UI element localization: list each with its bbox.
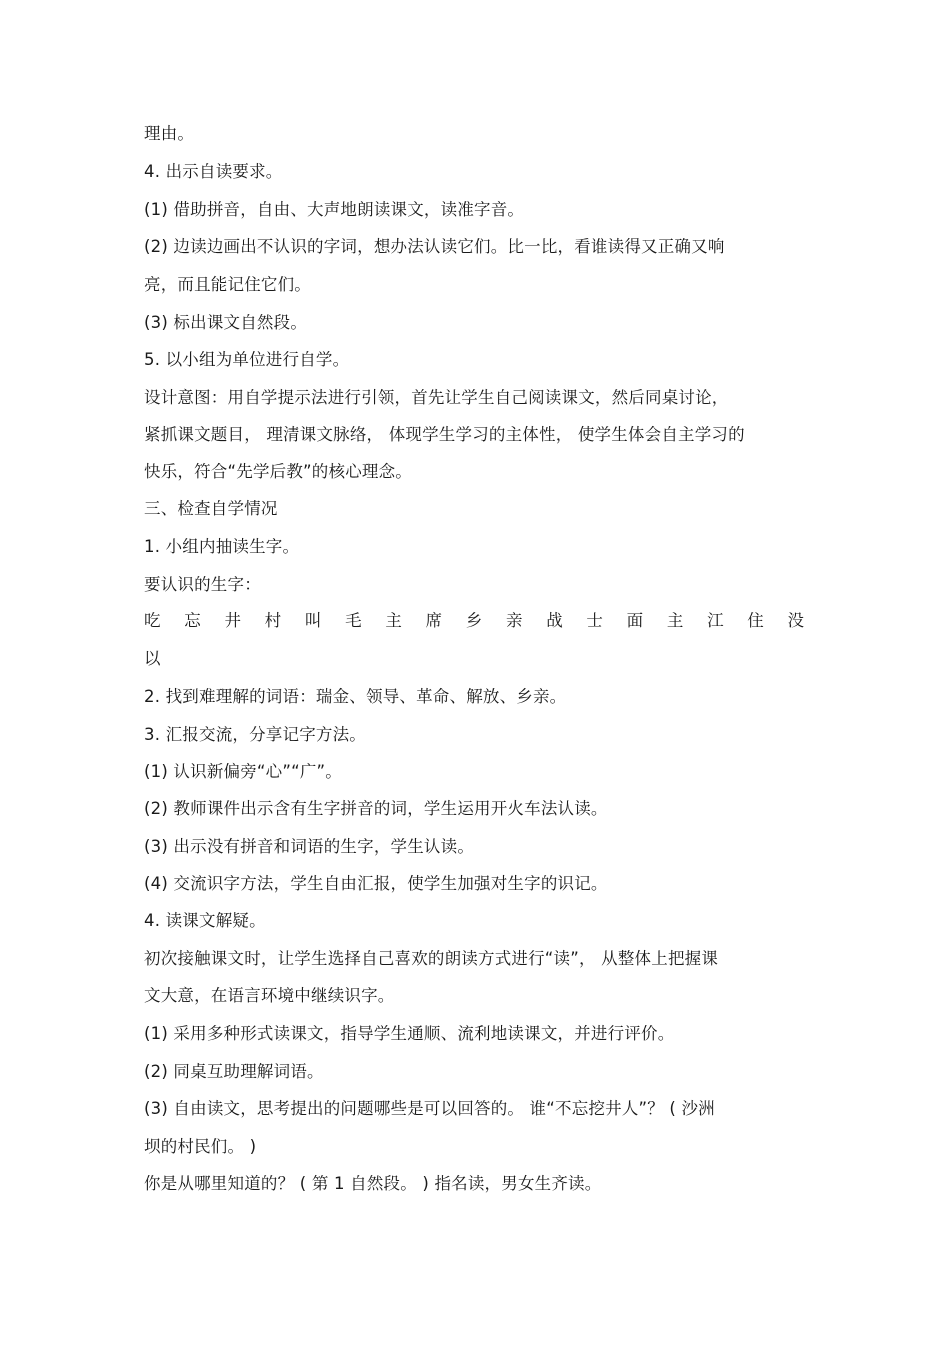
character: 席 bbox=[425, 611, 443, 630]
text-line: 紧抓课文题目， 理清课文脉络， 体现学生学习的主体性， 使学生体会自主学习的 bbox=[144, 425, 745, 444]
character: 主 bbox=[385, 611, 402, 630]
character: 毛 bbox=[345, 611, 362, 630]
character-list bbox=[144, 610, 804, 632]
text-line: 要认识的生字： bbox=[144, 575, 261, 594]
character: 战 bbox=[546, 611, 563, 630]
text-line: (2) 边读边画出不认识的字词，想办法认读它们。比一比，看谁读得又正确又响 bbox=[144, 237, 725, 256]
text-line: 快乐，符合“先学后教”的核心理念。 bbox=[144, 462, 412, 481]
text-line: 理由。 bbox=[144, 124, 195, 143]
text-line: 设计意图：用自学提示法进行引领，首先让学生自己阅读课文，然后同桌讨论， bbox=[144, 388, 729, 407]
text-line: 1. 小组内抽读生字。 bbox=[144, 537, 300, 556]
character: 面 bbox=[626, 611, 644, 630]
text-line: (4) 交流识字方法，学生自由汇报，使学生加强对生字的识记。 bbox=[144, 874, 608, 893]
character: 士 bbox=[586, 611, 603, 630]
text-line: (1) 借助拼音，自由、大声地朗读课文，读准字音。 bbox=[144, 200, 525, 219]
text-line: (1) 采用多种形式读课文，指导学生通顺、流利地读课文，并进行评价。 bbox=[144, 1024, 675, 1043]
character: 忘 bbox=[184, 611, 201, 630]
text-line: (2) 同桌互助理解词语。 bbox=[144, 1062, 324, 1081]
text-line: 3. 汇报交流，分享记字方法。 bbox=[144, 725, 366, 744]
character: 吃 bbox=[144, 611, 161, 630]
text-line: (3) 自由读文，思考提出的问题哪些是可以回答的。 谁“不忘挖井人”？ ( 沙洲 bbox=[144, 1099, 715, 1118]
character: 亲 bbox=[505, 611, 523, 630]
text-line: (3) 标出课文自然段。 bbox=[144, 313, 308, 332]
text-line: 亮，而且能记住它们。 bbox=[144, 275, 311, 294]
character: 井 bbox=[224, 611, 241, 630]
text-line: 坝的村民们。 ) bbox=[144, 1137, 257, 1156]
text-line: 以 bbox=[144, 649, 161, 668]
character: 主 bbox=[666, 611, 684, 630]
text-line: (1) 认识新偏旁“心”“广”。 bbox=[144, 762, 343, 781]
text-line: 初次接触课文时，让学生选择自己喜欢的朗读方式进行“读”， 从整体上把握课 bbox=[144, 949, 719, 968]
text-line: 4. 读课文解疑。 bbox=[144, 911, 266, 930]
text-line: (2) 教师课件出示含有生字拼音的词，学生运用开火车法认读。 bbox=[144, 799, 608, 818]
character: 江 bbox=[707, 611, 724, 630]
character: 没 bbox=[787, 611, 804, 630]
character: 村 bbox=[264, 611, 282, 630]
character: 住 bbox=[747, 611, 764, 630]
text-line: 文大意，在语言环境中继续识字。 bbox=[144, 986, 395, 1005]
text-line: (3) 出示没有拼音和词语的生字，学生认读。 bbox=[144, 837, 475, 856]
character: 乡 bbox=[465, 611, 483, 630]
character: 叫 bbox=[304, 611, 322, 630]
section-heading: 三、检查自学情况 bbox=[144, 499, 278, 518]
text-line: 4. 出示自读要求。 bbox=[144, 162, 283, 181]
text-line: 你是从哪里知道的？ ( 第 1 自然段。 ) 指名读，男女生齐读。 bbox=[144, 1174, 602, 1193]
text-line: 5. 以小组为单位进行自学。 bbox=[144, 350, 350, 369]
text-line: 2. 找到难理解的词语：瑞金、领导、革命、解放、乡亲。 bbox=[144, 687, 567, 706]
